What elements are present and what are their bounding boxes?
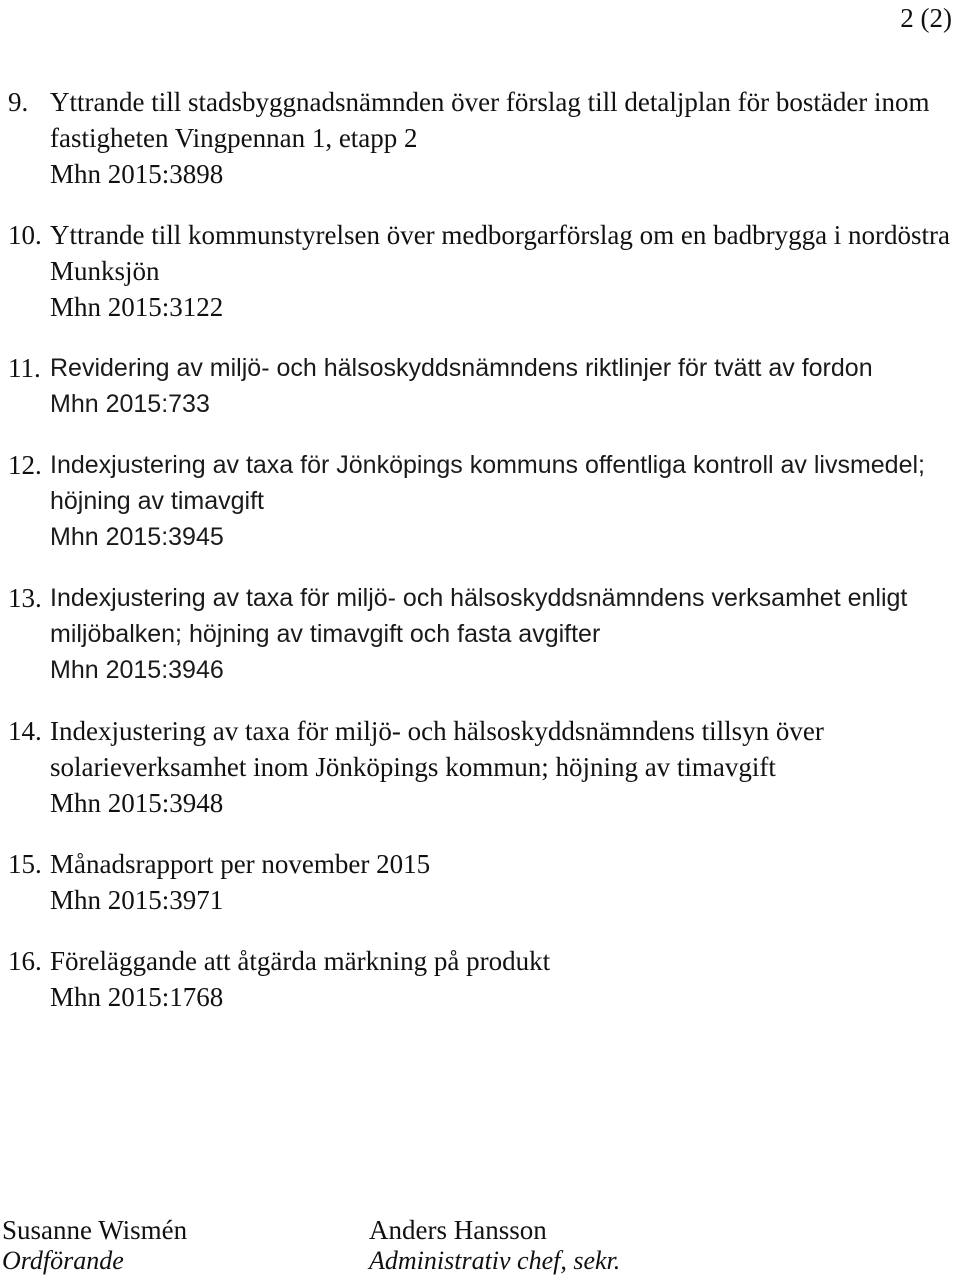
item-number: 11. xyxy=(8,353,41,383)
item-reference: Mhn 2015:1768 xyxy=(50,982,224,1012)
item-number: 16. xyxy=(8,946,42,976)
signatory-name: Susanne Wismén xyxy=(2,1215,188,1245)
item-reference: Mhn 2015:733 xyxy=(50,390,210,418)
item-title: Indexjustering av taxa för Jönköpings kommuns offentliga kontroll av livsmedel; höjning av timavgift xyxy=(50,451,925,515)
item-number: 14. xyxy=(8,716,42,746)
agenda-item xyxy=(8,447,953,555)
item-title: Yttrande till stadsbyggnadsnämnden över förslag till detaljplan för bostäder inom fastigheten Vingpennan 1, etapp 2 xyxy=(50,87,930,153)
item-title: Föreläggande att åtgärda märkning på produkt xyxy=(50,946,551,976)
item-number: 13. xyxy=(8,583,42,613)
agenda-item xyxy=(8,580,953,688)
signatory-name: Anders Hansson xyxy=(369,1215,547,1245)
agenda-item xyxy=(8,217,953,325)
item-title: Månadsrapport per november 2015 xyxy=(50,849,431,879)
item-body xyxy=(50,217,953,325)
item-title: Revidering av miljö- och hälsoskyddsnämndens riktlinjer för tvätt av fordon xyxy=(50,354,873,382)
agenda-item xyxy=(8,350,953,422)
item-body xyxy=(50,713,953,821)
item-reference: Mhn 2015:3898 xyxy=(50,159,224,189)
item-body xyxy=(50,846,953,918)
item-title: Indexjustering av taxa för miljö- och hälsoskyddsnämndens tillsyn över solarieverksamhet inom Jönköpings kommun; höjning av timavgift xyxy=(50,716,824,782)
item-body xyxy=(50,943,953,1015)
signature-chair xyxy=(2,1212,187,1278)
item-reference: Mhn 2015:3971 xyxy=(50,885,224,915)
item-title: Indexjustering av taxa för miljö- och hälsoskyddsnämndens verksamhet enligt miljöbalken; höjning av timavgift och fasta avgifter xyxy=(50,584,908,648)
agenda-item xyxy=(8,943,953,1015)
signatory-role: Ordförande xyxy=(2,1246,124,1275)
agenda-list xyxy=(8,84,953,1040)
agenda-item xyxy=(8,84,953,192)
item-title: Yttrande till kommunstyrelsen över medborgarförslag om en badbrygga i nordöstra Munksjön xyxy=(50,220,951,286)
item-body xyxy=(50,580,953,688)
item-reference: Mhn 2015:3946 xyxy=(50,656,224,684)
page-number: 2 (2) xyxy=(900,3,952,33)
item-reference: Mhn 2015:3122 xyxy=(50,292,224,322)
item-number: 10. xyxy=(8,220,42,250)
item-body xyxy=(50,447,953,555)
item-body xyxy=(50,350,953,422)
item-reference: Mhn 2015:3948 xyxy=(50,788,224,818)
signature-secretary xyxy=(369,1212,620,1278)
item-number: 9. xyxy=(8,87,29,117)
item-number: 15. xyxy=(8,849,42,879)
signatory-role: Administrativ chef, sekr. xyxy=(369,1246,621,1275)
agenda-item xyxy=(8,846,953,918)
item-number: 12. xyxy=(8,450,42,480)
item-reference: Mhn 2015:3945 xyxy=(50,523,224,551)
agenda-item xyxy=(8,713,953,821)
item-body xyxy=(50,84,953,192)
